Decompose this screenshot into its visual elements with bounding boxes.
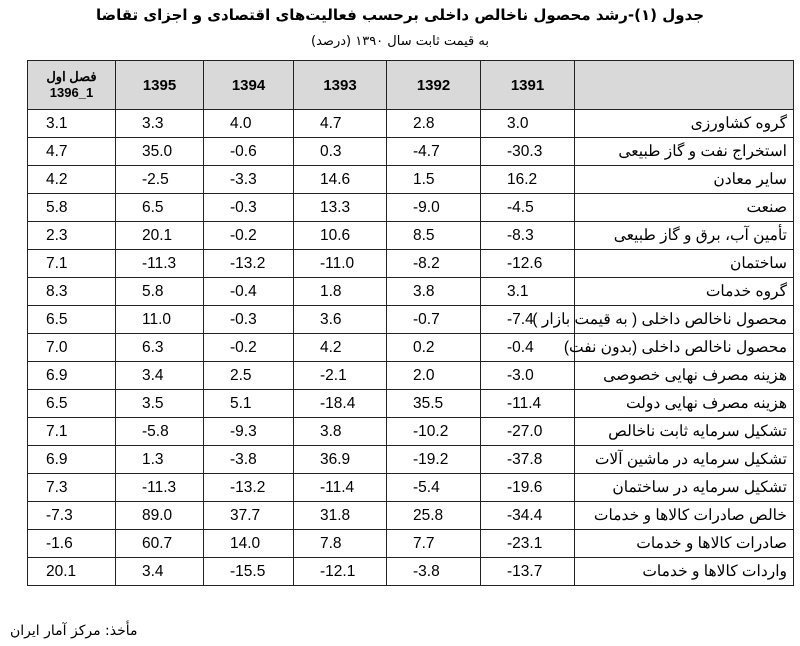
row-label: تشکیل سرمایه ثابت ناخالص bbox=[575, 418, 794, 446]
table-row bbox=[28, 558, 794, 586]
cell-1392: -3.8 bbox=[387, 558, 481, 586]
row-label: محصول ناخالص داخلی (بدون نفت) bbox=[575, 334, 794, 362]
cell-1394: -0.3 bbox=[204, 194, 294, 222]
table-row bbox=[28, 334, 794, 362]
header-label bbox=[575, 61, 794, 110]
cell-1392: 2.8 bbox=[387, 110, 481, 138]
cell-q1-1396: 4.7 bbox=[28, 138, 116, 166]
row-label: هزینه مصرف نهایی دولت bbox=[575, 390, 794, 418]
cell-q1-1396: -7.3 bbox=[28, 502, 116, 530]
cell-1392: -9.0 bbox=[387, 194, 481, 222]
cell-1394: -0.2 bbox=[204, 334, 294, 362]
cell-q1-1396: 4.2 bbox=[28, 166, 116, 194]
cell-1392: -10.2 bbox=[387, 418, 481, 446]
table-row bbox=[28, 418, 794, 446]
cell-1391: -0.4 bbox=[481, 334, 575, 362]
cell-q1-1396: 2.3 bbox=[28, 222, 116, 250]
table-body bbox=[28, 110, 794, 586]
header-1392: 1392 bbox=[387, 61, 481, 110]
cell-1393: 14.6 bbox=[294, 166, 387, 194]
cell-q1-1396: 20.1 bbox=[28, 558, 116, 586]
table-row bbox=[28, 166, 794, 194]
cell-1394: 5.1 bbox=[204, 390, 294, 418]
cell-1394: -13.2 bbox=[204, 474, 294, 502]
cell-1391: -3.0 bbox=[481, 362, 575, 390]
cell-1395: 3.4 bbox=[116, 362, 204, 390]
source-note: مأخذ: مرکز آمار ایران bbox=[10, 623, 138, 639]
gdp-growth-table bbox=[27, 60, 794, 586]
table-row bbox=[28, 502, 794, 530]
cell-1392: 8.5 bbox=[387, 222, 481, 250]
row-label: محصول ناخالص داخلی ( به قیمت بازار ) bbox=[575, 306, 794, 334]
cell-q1-1396: -1.6 bbox=[28, 530, 116, 558]
cell-1391: 3.0 bbox=[481, 110, 575, 138]
table-row bbox=[28, 278, 794, 306]
cell-1395: 89.0 bbox=[116, 502, 204, 530]
cell-1393: 0.3 bbox=[294, 138, 387, 166]
cell-1392: -4.7 bbox=[387, 138, 481, 166]
row-label: تشکیل سرمایه در ماشین آلات bbox=[575, 446, 794, 474]
cell-q1-1396: 8.3 bbox=[28, 278, 116, 306]
cell-1392: 2.0 bbox=[387, 362, 481, 390]
cell-1395: 6.5 bbox=[116, 194, 204, 222]
cell-1395: 1.3 bbox=[116, 446, 204, 474]
table-row bbox=[28, 194, 794, 222]
table-row bbox=[28, 530, 794, 558]
cell-1391: -4.5 bbox=[481, 194, 575, 222]
cell-1392: 1.5 bbox=[387, 166, 481, 194]
cell-q1-1396: 7.1 bbox=[28, 418, 116, 446]
cell-1393: 1.8 bbox=[294, 278, 387, 306]
header-1393: 1393 bbox=[294, 61, 387, 110]
cell-1393: 4.2 bbox=[294, 334, 387, 362]
cell-1395: -2.5 bbox=[116, 166, 204, 194]
cell-1394: -3.3 bbox=[204, 166, 294, 194]
table-title: جدول (۱)-رشد محصول ناخالص داخلی برحسب فعالیت‌های اقتصادی و اجزای تقاضا bbox=[95, 6, 705, 24]
header-q1-1396 bbox=[28, 61, 116, 110]
table-row bbox=[28, 110, 794, 138]
table-row bbox=[28, 250, 794, 278]
cell-1391: -7.4 bbox=[481, 306, 575, 334]
cell-1392: 3.8 bbox=[387, 278, 481, 306]
cell-1394: -0.2 bbox=[204, 222, 294, 250]
cell-q1-1396: 6.9 bbox=[28, 362, 116, 390]
cell-1393: 3.6 bbox=[294, 306, 387, 334]
cell-1394: 2.5 bbox=[204, 362, 294, 390]
cell-q1-1396: 7.3 bbox=[28, 474, 116, 502]
cell-1395: -5.8 bbox=[116, 418, 204, 446]
cell-1393: 3.8 bbox=[294, 418, 387, 446]
cell-1391: 16.2 bbox=[481, 166, 575, 194]
cell-1394: -13.2 bbox=[204, 250, 294, 278]
cell-1394: -3.8 bbox=[204, 446, 294, 474]
row-label: سایر معادن bbox=[575, 166, 794, 194]
cell-1394: 4.0 bbox=[204, 110, 294, 138]
cell-1395: 3.5 bbox=[116, 390, 204, 418]
cell-1393: -2.1 bbox=[294, 362, 387, 390]
cell-1392: -8.2 bbox=[387, 250, 481, 278]
cell-1391: -34.4 bbox=[481, 502, 575, 530]
row-label: هزینه مصرف نهایی خصوصی bbox=[575, 362, 794, 390]
cell-1394: -0.3 bbox=[204, 306, 294, 334]
cell-1392: 0.2 bbox=[387, 334, 481, 362]
table-header-row bbox=[28, 61, 794, 110]
cell-1391: -37.8 bbox=[481, 446, 575, 474]
cell-1393: 10.6 bbox=[294, 222, 387, 250]
cell-q1-1396: 6.5 bbox=[28, 390, 116, 418]
row-label: تأمین آب، برق و گاز طبیعی bbox=[575, 222, 794, 250]
cell-1394: -15.5 bbox=[204, 558, 294, 586]
cell-1391: 3.1 bbox=[481, 278, 575, 306]
cell-1391: -12.6 bbox=[481, 250, 575, 278]
cell-1394: -0.4 bbox=[204, 278, 294, 306]
cell-1393: -11.0 bbox=[294, 250, 387, 278]
row-label: خالص صادرات کالاها و خدمات bbox=[575, 502, 794, 530]
cell-1393: -12.1 bbox=[294, 558, 387, 586]
cell-1395: -11.3 bbox=[116, 474, 204, 502]
cell-1393: -18.4 bbox=[294, 390, 387, 418]
header-1391: 1391 bbox=[481, 61, 575, 110]
header-q1-1396-line1: فصل اول bbox=[46, 69, 97, 84]
cell-1395: 11.0 bbox=[116, 306, 204, 334]
row-label: استخراج نفت و گاز طبیعی bbox=[575, 138, 794, 166]
cell-1391: -30.3 bbox=[481, 138, 575, 166]
table-row bbox=[28, 362, 794, 390]
cell-q1-1396: 6.9 bbox=[28, 446, 116, 474]
cell-1391: -11.4 bbox=[481, 390, 575, 418]
header-q1-1396-line2: 1396_1 bbox=[49, 85, 94, 100]
cell-1395: 20.1 bbox=[116, 222, 204, 250]
cell-1395: -11.3 bbox=[116, 250, 204, 278]
cell-1395: 35.0 bbox=[116, 138, 204, 166]
cell-1392: 25.8 bbox=[387, 502, 481, 530]
cell-1394: 14.0 bbox=[204, 530, 294, 558]
cell-1393: -11.4 bbox=[294, 474, 387, 502]
cell-1395: 6.3 bbox=[116, 334, 204, 362]
cell-q1-1396: 7.1 bbox=[28, 250, 116, 278]
table-row bbox=[28, 390, 794, 418]
cell-1392: -5.4 bbox=[387, 474, 481, 502]
cell-1392: -0.7 bbox=[387, 306, 481, 334]
cell-1392: 35.5 bbox=[387, 390, 481, 418]
cell-1391: -23.1 bbox=[481, 530, 575, 558]
cell-1393: 4.7 bbox=[294, 110, 387, 138]
cell-1393: 13.3 bbox=[294, 194, 387, 222]
header-1395: 1395 bbox=[116, 61, 204, 110]
cell-q1-1396: 3.1 bbox=[28, 110, 116, 138]
cell-1392: 7.7 bbox=[387, 530, 481, 558]
cell-1393: 36.9 bbox=[294, 446, 387, 474]
cell-1391: -27.0 bbox=[481, 418, 575, 446]
row-label: گروه خدمات bbox=[575, 278, 794, 306]
cell-1394: 37.7 bbox=[204, 502, 294, 530]
cell-1395: 60.7 bbox=[116, 530, 204, 558]
header-1394: 1394 bbox=[204, 61, 294, 110]
table-row bbox=[28, 138, 794, 166]
cell-1393: 31.8 bbox=[294, 502, 387, 530]
table-row bbox=[28, 474, 794, 502]
cell-q1-1396: 6.5 bbox=[28, 306, 116, 334]
row-label: واردات کالاها و خدمات bbox=[575, 558, 794, 586]
cell-1391: -13.7 bbox=[481, 558, 575, 586]
cell-1391: -19.6 bbox=[481, 474, 575, 502]
cell-1392: -19.2 bbox=[387, 446, 481, 474]
cell-1395: 3.4 bbox=[116, 558, 204, 586]
cell-1395: 5.8 bbox=[116, 278, 204, 306]
table-row bbox=[28, 222, 794, 250]
row-label: ساختمان bbox=[575, 250, 794, 278]
row-label: تشکیل سرمایه در ساختمان bbox=[575, 474, 794, 502]
cell-q1-1396: 5.8 bbox=[28, 194, 116, 222]
table-row bbox=[28, 306, 794, 334]
cell-1394: -0.6 bbox=[204, 138, 294, 166]
row-label: صنعت bbox=[575, 194, 794, 222]
cell-1393: 7.8 bbox=[294, 530, 387, 558]
row-label: صادرات کالاها و خدمات bbox=[575, 530, 794, 558]
table-subtitle: به قیمت ثابت سال ۱۳۹۰ (درصد) bbox=[311, 34, 489, 49]
table-row bbox=[28, 446, 794, 474]
row-label: گروه کشاورزی bbox=[575, 110, 794, 138]
cell-q1-1396: 7.0 bbox=[28, 334, 116, 362]
cell-1395: 3.3 bbox=[116, 110, 204, 138]
cell-1391: -8.3 bbox=[481, 222, 575, 250]
cell-1394: -9.3 bbox=[204, 418, 294, 446]
